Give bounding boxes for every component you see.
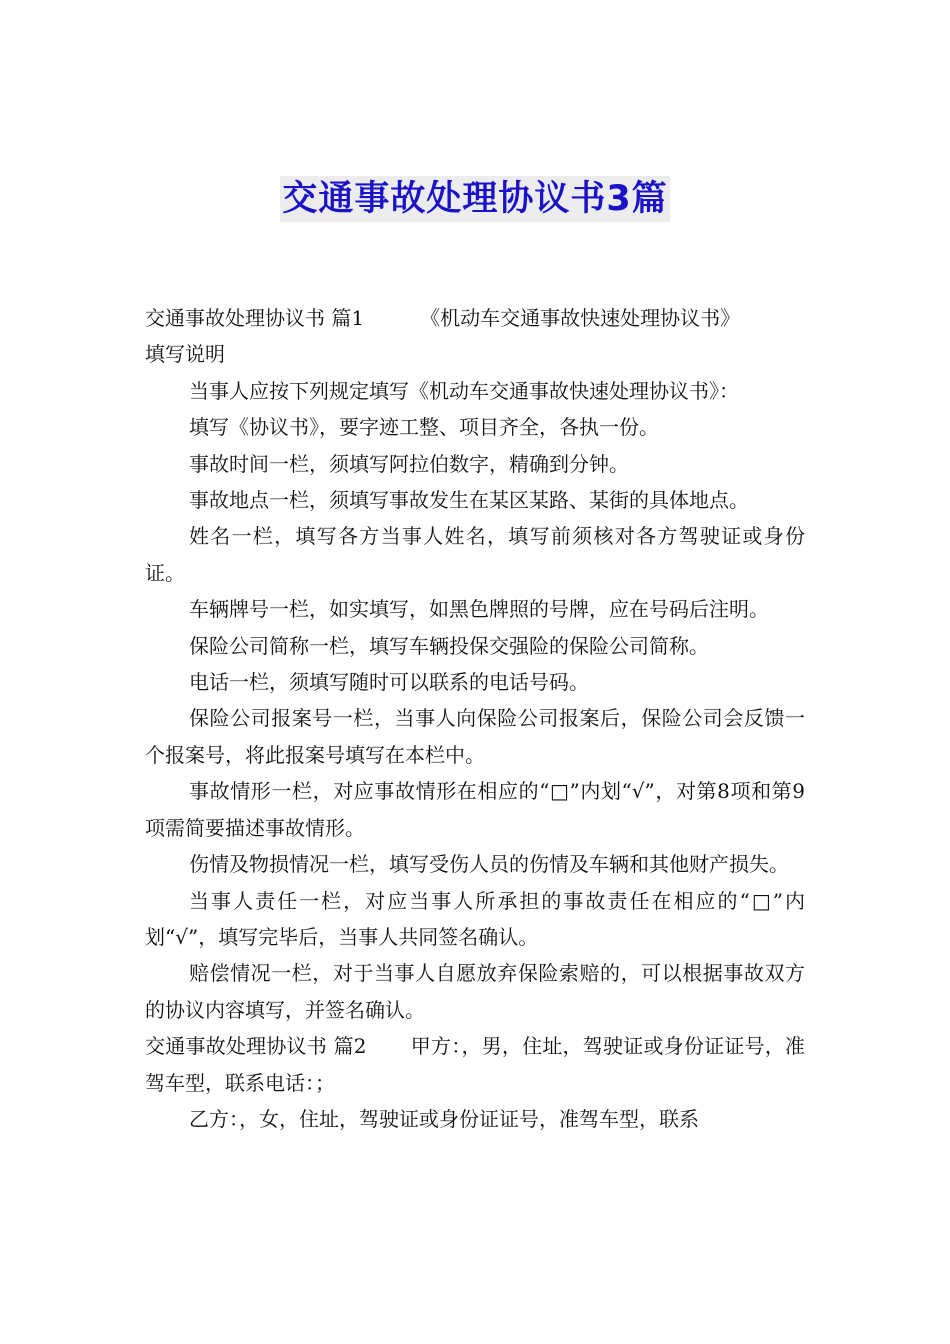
document-title: 交通事故处理协议书3篇 <box>280 176 669 222</box>
paragraph: 赔偿情况一栏，对于当事人自愿放弃保险索赔的，可以根据事故双方的协议内容填写，并签名确认。 <box>145 961 805 1022</box>
paragraph: 填写《协议书》，要字迹工整、项目齐全，各执一份。 <box>189 415 659 440</box>
document-body <box>145 300 805 1137</box>
section1-heading: 交通事故处理协议书 篇1 <box>145 306 365 330</box>
paragraph: 车辆牌号一栏，如实填写，如黑色牌照的号牌，应在号码后注明。 <box>189 597 769 622</box>
paragraph: 事故时间一栏，须填写阿拉伯数字，精确到分钟。 <box>189 451 629 476</box>
paragraph: 当事人责任一栏，对应当事人所承担的事故责任在相应的“□”内划“√”，填写完毕后，当事人共同签名确认。 <box>145 888 805 949</box>
section1-heading-tail: 《机动车交通事故快速处理协议书》 <box>420 306 741 330</box>
paragraph: 保险公司报案号一栏，当事人向保险公司报案后，保险公司会反馈一个报案号，将此报案号填写在本栏中。 <box>145 706 805 767</box>
section2-heading-tail: 甲方：，男，住址，驾驶证或身份证证号，准驾车型，联系电话：； <box>145 1034 806 1095</box>
paragraph: 当事人应按下列规定填写《机动车交通事故快速处理协议书》： <box>189 378 739 403</box>
section1-heading-line <box>145 300 805 336</box>
title-container <box>0 176 950 222</box>
paragraph: 姓名一栏，填写各方当事人姓名，填写前须核对各方驾驶证或身份证。 <box>145 524 805 585</box>
section1-subheading: 填写说明 <box>145 342 225 367</box>
paragraph: 电话一栏，须填写随时可以联系的电话号码。 <box>189 670 589 695</box>
paragraph: 事故地点一栏，须填写事故发生在某区某路、某街的具体地点。 <box>189 488 749 513</box>
paragraph: 伤情及物损情况一栏，填写受伤人员的伤情及车辆和其他财产损失。 <box>189 852 789 877</box>
paragraph: 保险公司简称一栏，填写车辆投保交强险的保险公司简称。 <box>189 633 709 658</box>
section2-heading-line <box>145 1028 805 1101</box>
section2-heading: 交通事故处理协议书 篇2 <box>145 1034 367 1059</box>
paragraph: 乙方：，女，住址，驾驶证或身份证证号，准驾车型，联系 <box>189 1106 699 1131</box>
paragraph: 事故情形一栏，对应事故情形在相应的“□”内划“√”，对第8项和第9项需简要描述事故情形。 <box>145 779 805 840</box>
